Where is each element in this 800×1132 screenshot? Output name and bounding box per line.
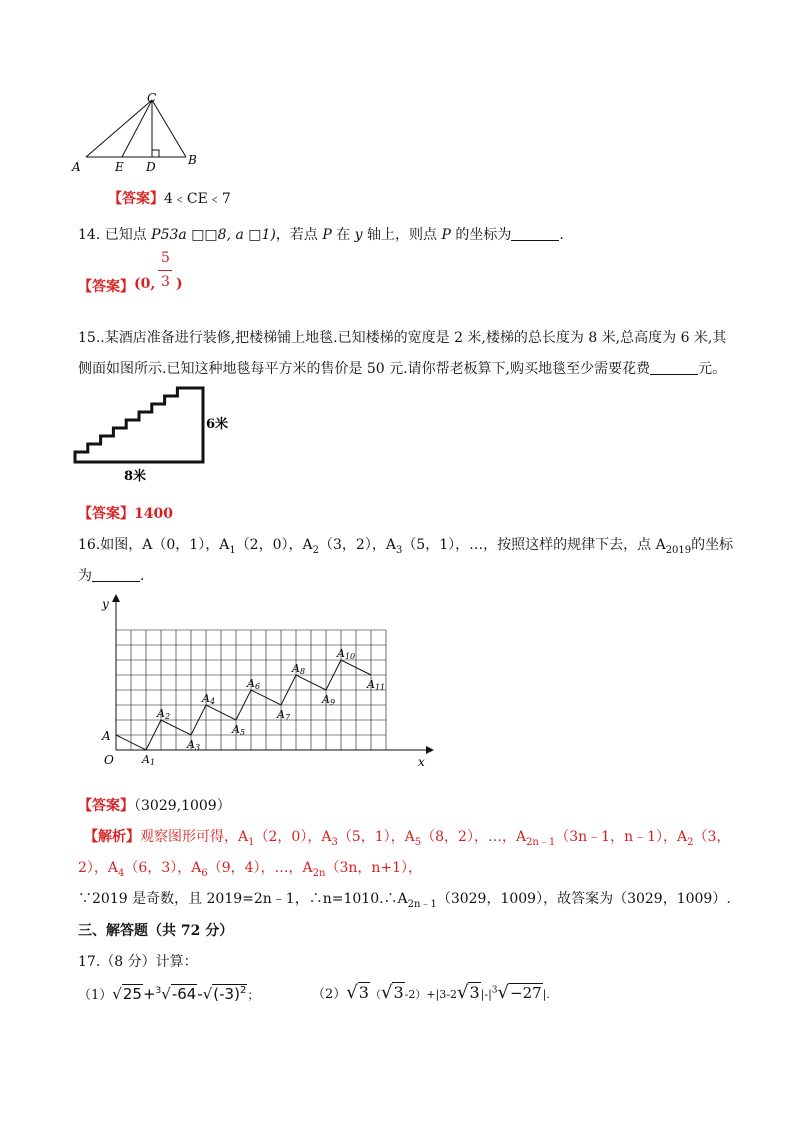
sqrt-sign: √ bbox=[456, 982, 469, 1003]
analysis-label: 【解析】 bbox=[84, 829, 140, 845]
point-a-label: A bbox=[102, 729, 111, 743]
answer-label: 【答案】 bbox=[108, 191, 164, 207]
point-expression: P53a □□8, a □1) bbox=[151, 227, 276, 243]
fraction-numerator: 5 bbox=[161, 250, 170, 266]
q16-line2 bbox=[78, 565, 144, 585]
point-label: A5 bbox=[232, 723, 246, 737]
point-label: A4 bbox=[202, 692, 216, 706]
q15-line2 bbox=[78, 358, 726, 378]
answer-label: 【答案】 bbox=[78, 279, 134, 295]
punctuation: ； bbox=[247, 988, 260, 1002]
question-text: 在 bbox=[336, 227, 351, 243]
point-label: A7 bbox=[277, 708, 291, 722]
question-text: （2，0），A bbox=[235, 537, 313, 553]
answer-text: （3029,1009） bbox=[134, 798, 231, 814]
var-y: y bbox=[354, 227, 363, 243]
axis-y-label: y bbox=[102, 597, 109, 611]
axis-x-label: x bbox=[418, 755, 425, 769]
label-e: E bbox=[115, 160, 124, 174]
subscript: 1 bbox=[248, 836, 255, 848]
var-p: P bbox=[322, 227, 332, 243]
point-label: A3 bbox=[187, 738, 201, 752]
subscript: 2 bbox=[687, 836, 694, 848]
radicand: 3 bbox=[469, 983, 480, 1002]
label-c: C bbox=[147, 92, 157, 105]
root-index: 3 bbox=[491, 985, 498, 996]
section-title: 三、解答题（共 72 分） bbox=[78, 923, 234, 939]
radicand: −27 bbox=[510, 984, 542, 1002]
triangle-figure bbox=[68, 92, 208, 182]
subscript: 2n﹣1 bbox=[407, 898, 437, 910]
sqrt-sign: √ bbox=[112, 985, 122, 1003]
fraction-bar bbox=[158, 270, 172, 271]
point-label: A1 bbox=[142, 753, 156, 767]
analysis-text: 观察图形可得，A bbox=[140, 829, 249, 845]
analysis-text: （6，3），A bbox=[124, 860, 202, 876]
subscript: 6 bbox=[201, 867, 208, 879]
question-text: 的坐标 bbox=[691, 537, 734, 553]
answer-text: (0, bbox=[134, 276, 156, 292]
analysis-text: 2），A bbox=[78, 860, 119, 876]
q17-part2 bbox=[312, 982, 550, 1003]
analysis-text: （5，1），A bbox=[337, 829, 415, 845]
answer-blank bbox=[650, 360, 698, 375]
point-label: A11 bbox=[367, 678, 386, 692]
question-text: . bbox=[559, 227, 564, 243]
question-text: 16.如图，A（0，1），A bbox=[78, 537, 230, 553]
radicand: 3 bbox=[393, 983, 404, 1002]
operator: -2） bbox=[404, 988, 427, 1001]
analysis-text: （3029，1009），故答案为（3029，1009）. bbox=[436, 891, 731, 907]
operator: +|3-2 bbox=[426, 988, 457, 1001]
subscript: 2n﹣1 bbox=[526, 836, 556, 848]
analysis-text: （9，4），…，A bbox=[207, 860, 313, 876]
root-index: 3 bbox=[155, 986, 162, 996]
question-text: （5，1），…，按照这样的规律下去，点 A bbox=[402, 537, 666, 553]
question-text: （3，2），A bbox=[319, 537, 396, 553]
label-a: A bbox=[72, 160, 81, 174]
analysis-text: （3n﹣1，n﹣1），A bbox=[555, 829, 688, 845]
question-text: 侧面如图所示.已知这种地毯每平方米的售价是 50 元.请你帮老板算下,购买地毯至少需要花费 bbox=[78, 361, 651, 377]
var-p: P bbox=[441, 227, 451, 243]
question-text: . bbox=[140, 568, 145, 584]
analysis-text: （3， bbox=[693, 829, 731, 845]
answer-blank bbox=[511, 226, 559, 241]
sqrt-sign: √ bbox=[346, 982, 358, 1003]
q16-analysis-line1 bbox=[84, 826, 730, 848]
point-label: A6 bbox=[247, 677, 261, 691]
subscript: 4 bbox=[118, 867, 125, 879]
length-label: 8米 bbox=[124, 469, 147, 482]
height-label: 6米 bbox=[206, 417, 229, 432]
sqrt-sign: √ bbox=[380, 982, 393, 1003]
radicand: (-3) bbox=[213, 985, 240, 1003]
answer-text: 4﹤CE﹤7 bbox=[164, 191, 231, 207]
radicand: -64 bbox=[171, 985, 197, 1003]
radicand-group bbox=[212, 984, 247, 1003]
question-text: 为 bbox=[78, 568, 92, 584]
label-b: B bbox=[188, 153, 197, 167]
operator: |-| bbox=[480, 988, 492, 1001]
subscript: 5 bbox=[414, 836, 422, 848]
coordinate-grid-figure bbox=[96, 590, 436, 780]
q14-question bbox=[78, 224, 564, 244]
subscript: 2019 bbox=[665, 544, 692, 556]
operator: （ bbox=[369, 988, 381, 1001]
analysis-text: （2，0），A bbox=[254, 829, 332, 845]
point-label: A8 bbox=[292, 662, 306, 676]
q16-answer bbox=[78, 795, 231, 815]
q17-title: 17.（8 分）计算： bbox=[78, 954, 198, 970]
analysis-text: （3n，n+1）， bbox=[325, 860, 423, 876]
point-label: A9 bbox=[322, 693, 336, 707]
origin-label: O bbox=[104, 753, 114, 767]
answer-label: 【答案】 bbox=[78, 798, 134, 814]
staircase-figure bbox=[70, 382, 240, 482]
subscript: 3 bbox=[395, 544, 403, 556]
operator: - bbox=[197, 985, 203, 1003]
question-text: 已知点 bbox=[104, 227, 147, 243]
q15-line1: 15..某酒店准备进行装修,把楼梯铺上地毯.已知楼梯的宽度是 2 米,楼梯的总长度为 8 米,总高度为 6 米,其 bbox=[78, 330, 727, 346]
analysis-text: ∵2019 是奇数，且 2019=2n﹣1，∴n=1010.∴A bbox=[78, 891, 408, 907]
part-label: （1） bbox=[78, 988, 113, 1003]
exponent: 2 bbox=[239, 985, 247, 996]
subscript: 1 bbox=[229, 544, 236, 556]
point-label: A10 bbox=[337, 647, 356, 661]
answer-text: 1400 bbox=[134, 506, 173, 522]
q16-analysis-line3 bbox=[78, 888, 731, 910]
q15-answer bbox=[78, 503, 173, 523]
question-text: 轴上，则点 bbox=[367, 227, 438, 243]
question-text: ，若点 bbox=[275, 227, 318, 243]
point-label: A2 bbox=[157, 707, 171, 721]
part-label: （2） bbox=[312, 987, 347, 1002]
question-text: 的坐标为 bbox=[455, 227, 512, 243]
q17-part1 bbox=[78, 984, 259, 1003]
answer-blank bbox=[92, 567, 140, 582]
q16-analysis-line2 bbox=[78, 857, 422, 879]
answer-label: 【答案】 bbox=[78, 506, 134, 522]
subscript: 2 bbox=[312, 544, 319, 556]
q16-line1 bbox=[78, 534, 733, 556]
sqrt-sign: √ bbox=[497, 982, 510, 1003]
analysis-text: （8，2），…，A bbox=[421, 829, 527, 845]
fraction-denominator: 3 bbox=[161, 274, 170, 290]
subscript: 2n bbox=[312, 867, 326, 879]
operator: + bbox=[142, 985, 156, 1003]
question-number: 14. bbox=[78, 227, 101, 243]
answer-text: ) bbox=[176, 276, 183, 292]
subscript: 3 bbox=[331, 836, 338, 848]
q13-answer bbox=[108, 188, 231, 208]
sqrt-sign: √ bbox=[161, 985, 171, 1003]
radicand: 25 bbox=[122, 985, 142, 1003]
operator: |. bbox=[542, 988, 550, 1001]
question-text: 元。 bbox=[698, 361, 727, 377]
sqrt-sign: √ bbox=[202, 985, 213, 1003]
label-d: D bbox=[146, 160, 156, 174]
radicand: 3 bbox=[358, 983, 369, 1002]
